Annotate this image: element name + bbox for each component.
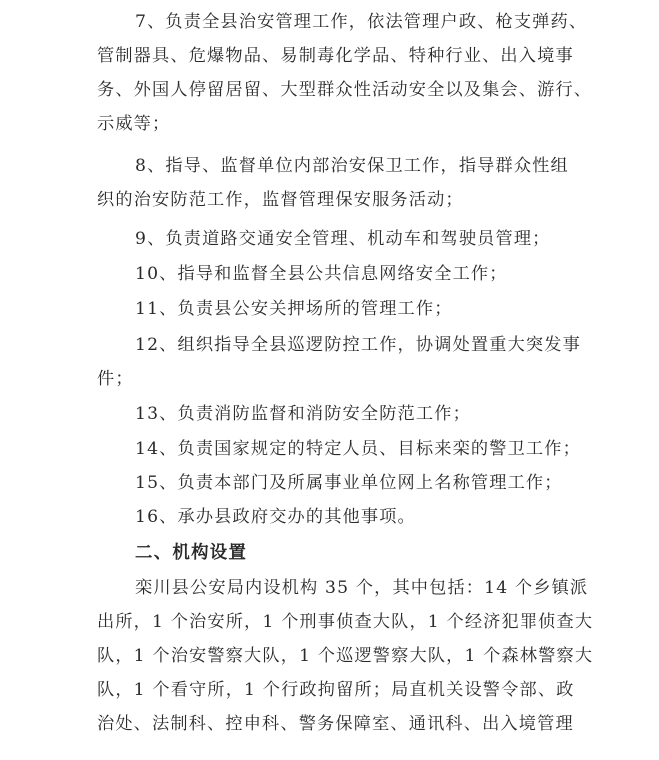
organization-line-5: 治处、法制科、控申科、警务保障室、通讯科、出入境管理 (97, 714, 574, 734)
organization-line-2: 出所，1 个治安所，1 个刑事侦查大队，1 个经济犯罪侦查大 (97, 612, 594, 632)
duty-13: 13、负责消防监督和消防安全防范工作； (135, 404, 471, 424)
organization-line-4: 队，1 个看守所，1 个行政拘留所；局直机关设警令部、政 (97, 680, 575, 700)
duty-7-line-3: 务、外国人停留居留、大型群众性活动安全以及集会、游行、 (97, 80, 593, 100)
duty-12-line-2: 件； (97, 369, 134, 389)
duty-7-line-1: 7、负责全县治安管理工作，依法管理户政、枪支弹药、 (135, 12, 588, 32)
duty-11: 11、负责县公安关押场所的管理工作； (135, 299, 453, 319)
duty-12-line-1: 12、组织指导全县巡逻防控工作，协调处置重大突发事 (135, 335, 581, 355)
duty-10: 10、指导和监督全县公共信息网络安全工作； (135, 264, 508, 284)
duty-16: 16、承办县政府交办的其他事项。 (135, 507, 416, 527)
section-heading-organization: 二、机构设置 (135, 543, 248, 563)
organization-line-3: 队，1 个治安警察大队，1 个巡逻警察大队，1 个森林警察大 (97, 646, 594, 666)
duty-7-line-2: 管制器具、危爆物品、易制毒化学品、特种行业、出入境事 (97, 46, 574, 66)
duty-14: 14、负责国家规定的特定人员、目标来栾的警卫工作； (135, 439, 581, 459)
organization-line-1: 栾川县公安局内设机构 35 个，其中包括：14 个乡镇派 (135, 578, 589, 598)
duty-8-line-1: 8、指导、监督单位内部治安保卫工作，指导群众性组 (135, 156, 569, 176)
duty-9: 9、负责道路交通安全管理、机动车和驾驶员管理； (135, 229, 551, 249)
duty-7-line-4: 示威等； (97, 114, 171, 134)
duty-15: 15、负责本部门及所属事业单位网上名称管理工作； (135, 473, 563, 493)
duty-8-line-2: 织的治安防范工作，监督管理保安服务活动； (97, 190, 464, 210)
